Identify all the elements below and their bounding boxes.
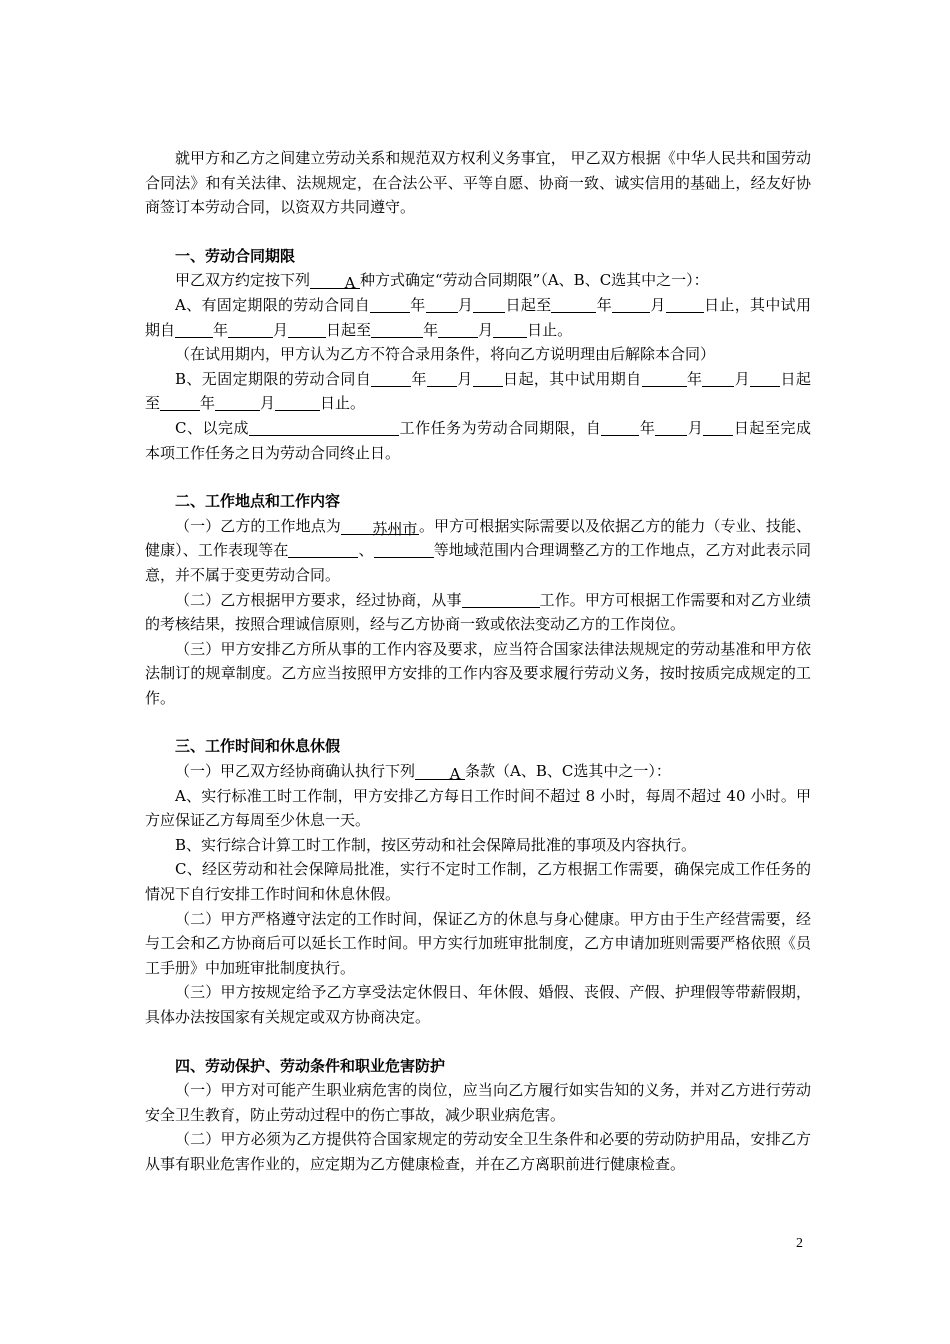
section-3-title: 三、工作时间和休息休假 [175, 737, 341, 756]
blank-field[interactable] [601, 418, 639, 436]
protection-paragraph: （二）甲方必须为乙方提供符合国家规定的劳动安全卫生条件和必要的劳动防护用品，安排乙方从事有职业危害作业的，应定期为乙方健康检查，并在乙方离职前进行健康检查。 [145, 1130, 811, 1173]
probation-note: （在试用期内，甲方认为乙方不符合录用条件，将向乙方说明理由后解除本合同） [175, 345, 716, 364]
blank-field[interactable] [642, 369, 687, 387]
blank-field[interactable] [703, 418, 733, 436]
section-2-title: 二、工作地点和工作内容 [175, 492, 341, 511]
blank-field[interactable] [473, 369, 503, 387]
blank-field[interactable] [427, 369, 457, 387]
leave-paragraph: （三）甲方按规定给予乙方享受法定休假日、年休假、婚假、丧假、产假、护理假等带薪假期，具体办法按国家有关规定或双方协商决定。 [145, 983, 811, 1026]
blank-field[interactable] [473, 295, 505, 313]
region-field-1[interactable] [288, 540, 358, 558]
blank-field[interactable] [426, 295, 458, 313]
hours-option-b: B、实行综合计算工时工作制，按区劳动和社会保障局批准的事项及内容执行。 [175, 835, 697, 854]
blank-field[interactable] [228, 320, 273, 338]
term-method-line: 甲乙双方约定按下列 A 种方式确定“劳动合同期限”（A、B、C选其中之一）： [175, 271, 709, 293]
hours-option-c: C、经区劳动和社会保障局批准，实行不定时工作制，乙方根据工作需要，确保完成工作任务的情况下自行安排工作时间和休息休假。 [145, 860, 811, 904]
hazard-notice-paragraph: （一）甲方对可能产生职业病危害的岗位，应当向乙方履行如实告知的义务，并对乙方进行劳动安全卫生教育，防止劳动过程中的伤亡事故，减少职业病危害。 [145, 1081, 811, 1124]
blank-field[interactable] [175, 320, 213, 338]
option-c-line: C、以完成 工作任务为劳动合同期限，自 年 月 日起至完成本项工作任务之日为劳动合同终止日。 [145, 418, 811, 462]
blank-field[interactable] [371, 320, 423, 338]
section-4-title: 四、劳动保护、劳动条件和职业危害防护 [175, 1056, 446, 1075]
blank-field[interactable] [702, 369, 734, 387]
hours-option-line: （一）甲乙双方经协商确认执行下列 A 条款（A、B、C选其中之一）： [175, 762, 671, 784]
region-field-2[interactable] [374, 540, 434, 558]
workplace-field[interactable]: 苏州市 [341, 517, 419, 535]
intro-paragraph: 就甲方和乙方之间建立劳动关系和规范双方权利义务事宜， 甲乙双方根据《中华人民共和国劳动合同法》和有关法律、法规规定，在合法公平、平等自愿、协商一致、诚实信用的基础上，经友好协商签订本劳动合同，以资双方共同遵守。 [145, 149, 811, 217]
task-field[interactable] [249, 418, 399, 436]
job-paragraph: （二）乙方根据甲方要求，经过协商，从事 工作。甲方可根据工作需要和对乙方业绩的考核结果，按照合理诚信原则，经与乙方协商一致或依法变动乙方的工作岗位。 [145, 590, 811, 634]
blank-field[interactable] [438, 320, 478, 338]
blank-field[interactable] [371, 369, 411, 387]
blank-field[interactable] [551, 295, 596, 313]
blank-field[interactable] [666, 295, 704, 313]
option-b-line: B、无固定期限的劳动合同自 年 月 日起，其中试用期自 年 月 日起至 年 月 日止。 [145, 369, 811, 413]
work-content-paragraph: （三）甲方安排乙方所从事的工作内容及要求，应当符合国家法律法规规定的劳动基准和甲方依法制订的规章制度。乙方应当按照甲方安排的工作内容及要求履行劳动义务，按时按质完成规定的工作。 [145, 639, 811, 707]
page-number: 2 [796, 1236, 803, 1251]
blank-field[interactable] [612, 295, 650, 313]
hours-option-a: A、实行标准工时工作制，甲方安排乙方每日工作时间不超过 8 小时，每周不超过 40 小时。甲方应保证乙方每周至少休息一天。 [145, 786, 811, 830]
blank-field[interactable] [275, 393, 320, 411]
blank-field[interactable] [160, 393, 200, 411]
blank-field[interactable] [370, 295, 410, 313]
blank-field[interactable] [288, 320, 326, 338]
blank-field[interactable] [750, 369, 780, 387]
contract-page [145, 146, 811, 1177]
workplace-paragraph: （一）乙方的工作地点为 苏州市 。甲方可根据实际需要以及依据乙方的能力（专业、技能、健康）、工作表现等在 、 等地域范围内合理调整乙方的工作地点，乙方对此表示同意，并不属于变更劳动合同。 [145, 516, 811, 584]
term-method-field[interactable]: A [310, 271, 360, 289]
blank-field[interactable] [655, 418, 687, 436]
option-a-line: A、有固定期限的劳动合同自 年 月 日起至 年 月 日止，其中试用期自 年 月 日起至 年 月 日止。 [145, 295, 811, 339]
hours-option-field[interactable]: A [415, 762, 465, 780]
section-1-title: 一、劳动合同期限 [175, 246, 296, 265]
blank-field[interactable] [215, 393, 260, 411]
overtime-paragraph: （二）甲方严格遵守法定的工作时间，保证乙方的休息与身心健康。甲方由于生产经营需要，经与工会和乙方协商后可以延长工作时间。甲方实行加班审批制度，乙方申请加班则需要严格依照《员工手册》中加班审批制度执行。 [145, 909, 811, 977]
blank-field[interactable] [493, 320, 527, 338]
job-field[interactable] [462, 590, 540, 608]
